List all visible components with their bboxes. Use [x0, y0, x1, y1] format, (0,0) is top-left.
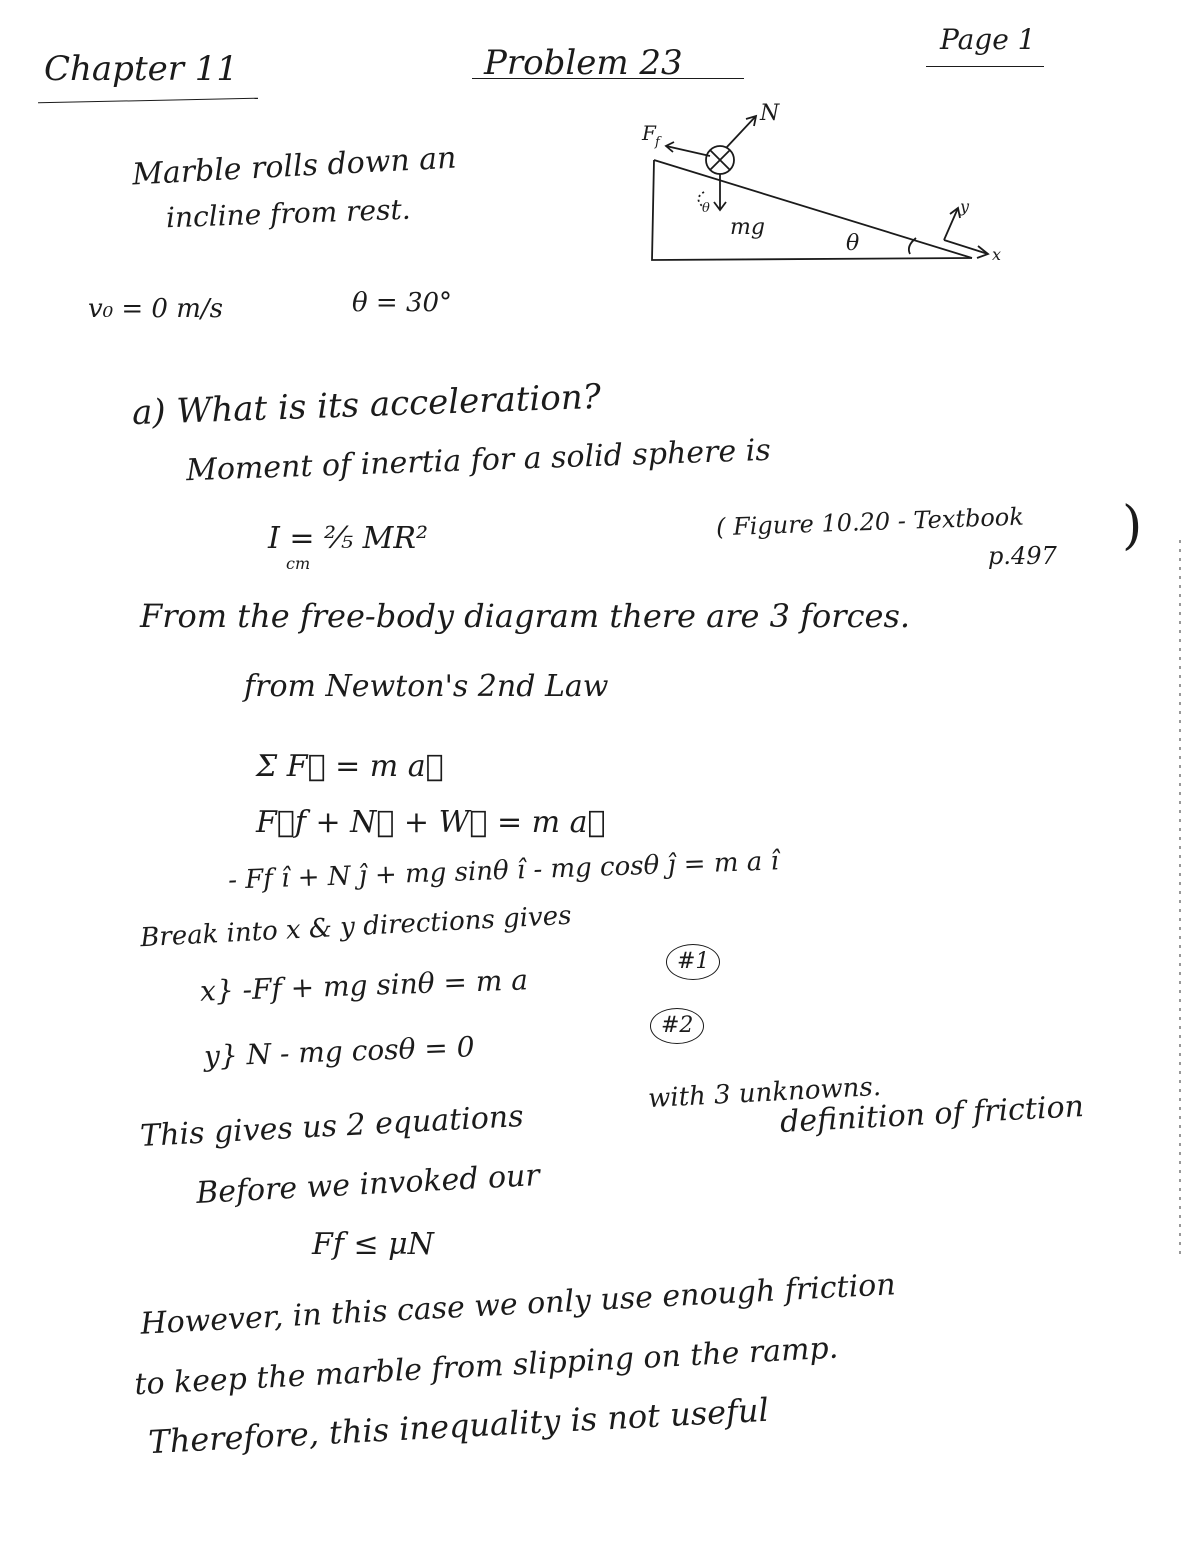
question-a: a) What is its acceleration? — [131, 376, 602, 434]
free-body-diagram — [640, 100, 1020, 270]
friction-label-sub: f — [655, 135, 660, 150]
equation-y: y} N - mg cosθ = 0 — [203, 1030, 475, 1073]
free-body-line: From the free-body diagram there are 3 forces. — [140, 597, 911, 635]
initial-velocity: v₀ = 0 m/s — [88, 294, 223, 324]
equation-components: - Ff î + N ĵ + mg sinθ î - mg cosθ ĵ = m a î — [227, 846, 780, 896]
equation-sum-forces: Σ F⃗ = m a⃗ — [256, 749, 444, 784]
however-line: However, in this case we only use enough friction — [139, 1267, 897, 1342]
problem-underline — [472, 78, 744, 79]
page-underline — [926, 66, 1044, 67]
figure-reference: ( Figure 10.20 - Textbook — [715, 502, 1025, 542]
weight-label: mg — [730, 215, 765, 240]
friction-inequality: Ff ≤ μN — [312, 1227, 434, 1262]
page-reference: p.497 — [988, 542, 1057, 570]
incline-angle: θ = 30° — [352, 288, 453, 318]
incline-angle-label: θ — [846, 231, 860, 256]
moment-of-inertia-line: Moment of inertia for a solid sphere is — [185, 432, 772, 489]
friction-definition-tail: definition of friction — [779, 1089, 1085, 1140]
problem-heading: Problem 23 — [484, 43, 683, 83]
chapter-underline — [38, 98, 258, 104]
unknowns-line: with 3 unknowns. — [647, 1071, 882, 1115]
equation-tag-1: #1 — [666, 944, 720, 980]
equation-x: x} -Ff + mg sinθ = m a — [199, 963, 529, 1008]
angle-small-label: θ — [702, 201, 710, 216]
before-line: Before we invoked our — [195, 1158, 541, 1211]
equation-force-vectors: F⃗f + N⃗ + W⃗ = m a⃗ — [256, 805, 606, 840]
equations-count-line: This gives us 2 equations — [139, 1098, 525, 1155]
page-heading: Page 1 — [940, 23, 1036, 56]
therefore-line: Therefore, this inequality is not useful — [147, 1390, 770, 1462]
given-line-1: Marble rolls down an — [131, 140, 458, 193]
newton-law-line: from Newton's 2nd Law — [244, 669, 609, 704]
inertia-subscript: cm — [286, 554, 311, 573]
closing-paren: ) — [1122, 496, 1143, 556]
normal-arrow — [726, 116, 756, 148]
scan-edge-artifact — [1178, 540, 1182, 1260]
chapter-heading: Chapter 11 — [44, 49, 239, 89]
break-directions-line: Break into x & y directions gives — [139, 900, 573, 954]
keep-marble-line: to keep the marble from slipping on the ramp. — [133, 1330, 840, 1403]
normal-label: N — [760, 101, 780, 126]
axis-y-label: y — [960, 197, 970, 216]
friction-label: F — [642, 121, 656, 145]
given-line-2: incline from rest. — [165, 192, 412, 235]
axis-x-label: x — [992, 245, 1002, 264]
equation-tag-2: #2 — [650, 1008, 704, 1044]
inertia-equation: I = ⅖ MR² — [268, 521, 429, 556]
